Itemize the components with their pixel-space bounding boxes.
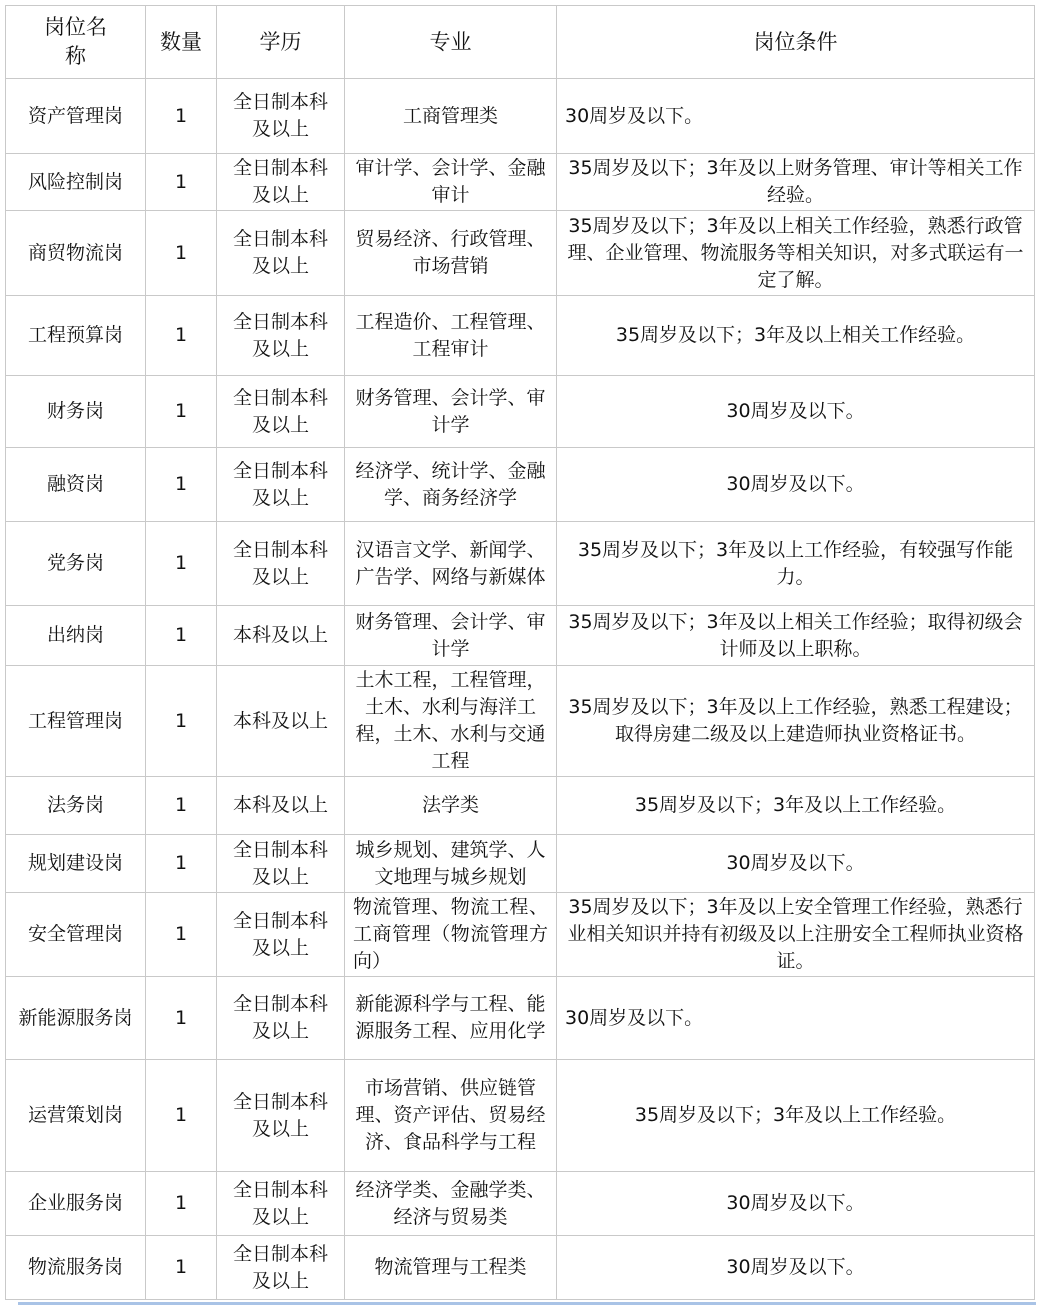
education-cell: 全日制本科及以上	[217, 211, 345, 296]
count-cell: 1	[146, 893, 217, 977]
header-count: 数量	[146, 6, 217, 79]
table-row	[6, 1236, 1035, 1300]
job-positions-table	[5, 5, 1035, 1300]
conditions-cell: 35周岁及以下；3年及以上工作经验。	[557, 777, 1035, 835]
major-cell: 经济学类、金融学类、经济与贸易类	[345, 1172, 557, 1236]
table-row	[6, 376, 1035, 448]
education-cell: 本科及以上	[217, 606, 345, 666]
education-cell: 全日制本科及以上	[217, 79, 345, 154]
conditions-cell: 35周岁及以下；3年及以上相关工作经验，熟悉行政管理、企业管理、物流服务等相关知识，对多式联运有一定了解。	[557, 211, 1035, 296]
header-position-name: 岗位名称	[6, 6, 146, 79]
position-name-cell: 法务岗	[6, 777, 146, 835]
count-cell: 1	[146, 296, 217, 376]
conditions-cell: 30周岁及以下。	[557, 376, 1035, 448]
conditions-cell: 35周岁及以下；3年及以上财务管理、审计等相关工作经验。	[557, 154, 1035, 211]
count-cell: 1	[146, 211, 217, 296]
table-row	[6, 1172, 1035, 1236]
major-cell: 审计学、会计学、金融审计	[345, 154, 557, 211]
table-row	[6, 835, 1035, 893]
count-cell: 1	[146, 777, 217, 835]
count-cell: 1	[146, 376, 217, 448]
major-cell: 土木工程，工程管理，土木、水利与海洋工程，土木、水利与交通工程	[345, 666, 557, 777]
conditions-cell: 30周岁及以下。	[557, 1172, 1035, 1236]
major-cell: 汉语言文学、新闻学、广告学、网络与新媒体	[345, 522, 557, 606]
table-row	[6, 1060, 1035, 1172]
education-cell: 全日制本科及以上	[217, 296, 345, 376]
conditions-cell: 30周岁及以下。	[557, 835, 1035, 893]
education-cell: 全日制本科及以上	[217, 376, 345, 448]
position-name-cell: 运营策划岗	[6, 1060, 146, 1172]
major-cell: 新能源科学与工程、能源服务工程、应用化学	[345, 977, 557, 1060]
position-name-cell: 党务岗	[6, 522, 146, 606]
conditions-cell: 35周岁及以下；3年及以上安全管理工作经验，熟悉行业相关知识并持有初级及以上注册安全工程师执业资格证。	[557, 893, 1035, 977]
major-cell: 市场营销、供应链管理、资产评估、贸易经济、食品科学与工程	[345, 1060, 557, 1172]
position-name-cell: 出纳岗	[6, 606, 146, 666]
education-cell: 全日制本科及以上	[217, 448, 345, 522]
education-cell: 全日制本科及以上	[217, 835, 345, 893]
major-cell: 城乡规划、建筑学、人文地理与城乡规划	[345, 835, 557, 893]
conditions-cell: 30周岁及以下。	[557, 977, 1035, 1060]
table-row	[6, 666, 1035, 777]
table-row	[6, 296, 1035, 376]
education-cell: 本科及以上	[217, 777, 345, 835]
conditions-cell: 35周岁及以下；3年及以上工作经验，熟悉工程建设；取得房建二级及以上建造师执业资格证书。	[557, 666, 1035, 777]
major-cell: 物流管理与工程类	[345, 1236, 557, 1300]
table-row	[6, 448, 1035, 522]
major-cell: 财务管理、会计学、审计学	[345, 606, 557, 666]
table-row	[6, 154, 1035, 211]
table-row	[6, 777, 1035, 835]
position-name-cell: 财务岗	[6, 376, 146, 448]
count-cell: 1	[146, 1060, 217, 1172]
count-cell: 1	[146, 835, 217, 893]
position-name-cell: 工程管理岗	[6, 666, 146, 777]
table-row	[6, 79, 1035, 154]
position-name-cell: 企业服务岗	[6, 1172, 146, 1236]
conditions-cell: 35周岁及以下；3年及以上工作经验。	[557, 1060, 1035, 1172]
conditions-cell: 30周岁及以下。	[557, 1236, 1035, 1300]
header-conditions: 岗位条件	[557, 6, 1035, 79]
count-cell: 1	[146, 606, 217, 666]
conditions-cell: 30周岁及以下。	[557, 448, 1035, 522]
education-cell: 全日制本科及以上	[217, 1236, 345, 1300]
position-name-cell: 新能源服务岗	[6, 977, 146, 1060]
position-name-cell: 资产管理岗	[6, 79, 146, 154]
education-cell: 全日制本科及以上	[217, 1060, 345, 1172]
table-row	[6, 211, 1035, 296]
count-cell: 1	[146, 1172, 217, 1236]
education-cell: 全日制本科及以上	[217, 893, 345, 977]
table-row	[6, 977, 1035, 1060]
count-cell: 1	[146, 79, 217, 154]
position-name-cell: 规划建设岗	[6, 835, 146, 893]
count-cell: 1	[146, 1236, 217, 1300]
major-cell: 工商管理类	[345, 79, 557, 154]
conditions-cell: 35周岁及以下；3年及以上相关工作经验。	[557, 296, 1035, 376]
table-row	[6, 893, 1035, 977]
major-cell: 经济学、统计学、金融学、商务经济学	[345, 448, 557, 522]
major-cell: 财务管理、会计学、审计学	[345, 376, 557, 448]
count-cell: 1	[146, 977, 217, 1060]
conditions-cell: 35周岁及以下；3年及以上相关工作经验；取得初级会计师及以上职称。	[557, 606, 1035, 666]
position-name-cell: 物流服务岗	[6, 1236, 146, 1300]
conditions-cell: 30周岁及以下。	[557, 79, 1035, 154]
education-cell: 全日制本科及以上	[217, 522, 345, 606]
conditions-cell: 35周岁及以下；3年及以上工作经验，有较强写作能力。	[557, 522, 1035, 606]
education-cell: 全日制本科及以上	[217, 1172, 345, 1236]
position-name-cell: 商贸物流岗	[6, 211, 146, 296]
table-row	[6, 606, 1035, 666]
position-name-cell: 融资岗	[6, 448, 146, 522]
position-name-cell: 工程预算岗	[6, 296, 146, 376]
position-name-cell: 风险控制岗	[6, 154, 146, 211]
major-cell: 法学类	[345, 777, 557, 835]
header-education: 学历	[217, 6, 345, 79]
count-cell: 1	[146, 522, 217, 606]
major-cell: 工程造价、工程管理、工程审计	[345, 296, 557, 376]
table-row	[6, 522, 1035, 606]
count-cell: 1	[146, 448, 217, 522]
major-cell: 物流管理、物流工程、工商管理（物流管理方向）	[345, 893, 557, 977]
education-cell: 全日制本科及以上	[217, 154, 345, 211]
education-cell: 本科及以上	[217, 666, 345, 777]
header-major: 专业	[345, 6, 557, 79]
count-cell: 1	[146, 666, 217, 777]
major-cell: 贸易经济、行政管理、市场营销	[345, 211, 557, 296]
table-header-row	[6, 6, 1035, 79]
position-name-cell: 安全管理岗	[6, 893, 146, 977]
education-cell: 全日制本科及以上	[217, 977, 345, 1060]
count-cell: 1	[146, 154, 217, 211]
